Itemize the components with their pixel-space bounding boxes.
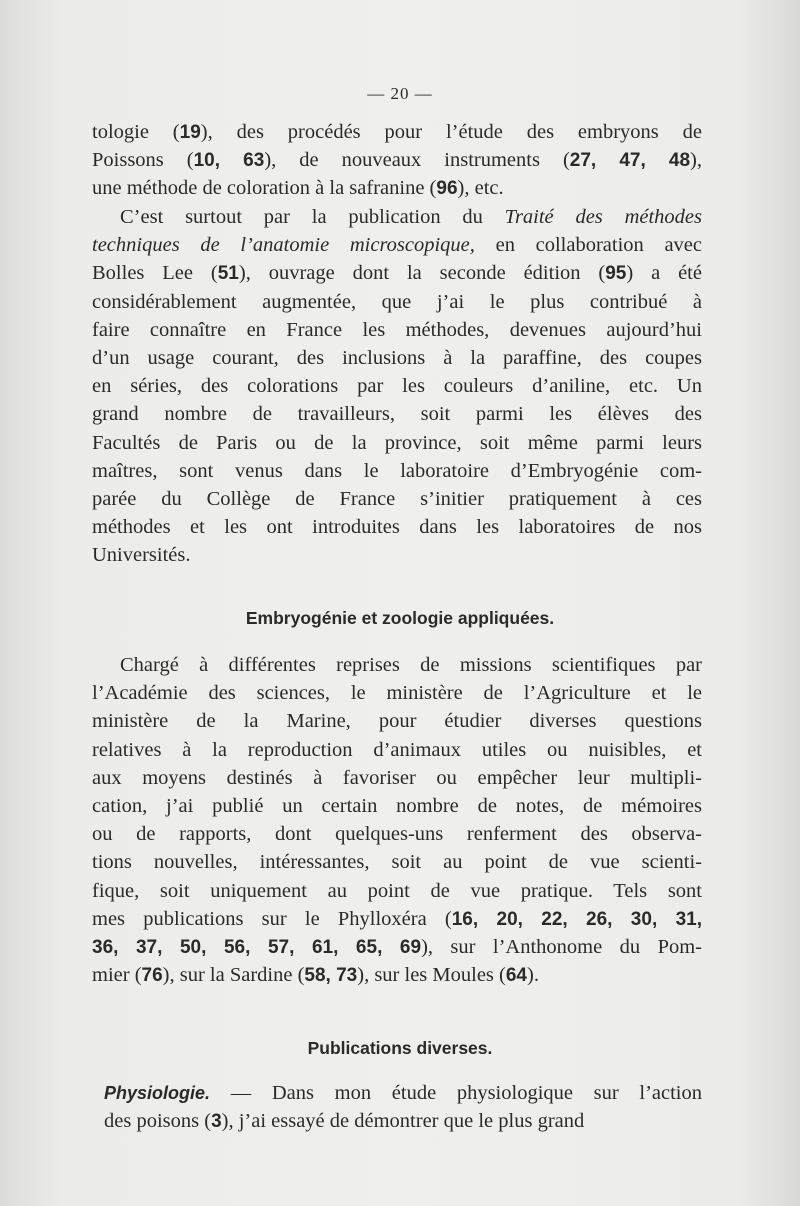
reference-number: 10, 63 <box>193 150 265 172</box>
text-line: Chargé à différentes reprises de missions scientifiques par <box>120 654 702 676</box>
text-line: Physiologie. — Dans mon étude physiologique sur l’action <box>104 1082 702 1104</box>
text-line: ou de rapports, dont quelques-uns renferment des observa- <box>92 823 702 846</box>
paragraph-4 <box>104 1079 702 1135</box>
text-line: maîtres, sont venus dans le laboratoire d’Embryogénie com- <box>92 459 702 482</box>
text-line: 36, 37, 50, 56, 57, 61, 65, 69), sur l’Anthonome du Pom- <box>92 935 702 958</box>
reference-number: 95 <box>605 263 627 285</box>
text-line: l’Académie des sciences, le ministère de l’Agriculture et le <box>92 682 702 705</box>
reference-number: 51 <box>217 263 239 285</box>
section-heading-publications: Publications diverses. <box>307 1038 493 1058</box>
text-line: Poissons (10, 63), de nouveaux instruments (27, 47, 48), <box>92 149 702 172</box>
text-line: mes publications sur le Phylloxéra (16, 20, 22, 26, 30, 31, <box>92 907 702 930</box>
italic-title: Traité des méthodes <box>504 206 702 228</box>
text-line: relatives à la reproduction d’animaux utiles ou nuisibles, et <box>92 738 702 761</box>
text-line: ministère de la Marine, pour étudier diverses questions <box>92 710 702 733</box>
text-line: Universités. <box>92 544 191 567</box>
text-line: cation, j’ai publié un certain nombre de notes, de mémoires <box>92 794 702 817</box>
text-line: méthodes et les ont introduites dans les laboratoires de nos <box>92 516 702 539</box>
page-number: — 20 — <box>367 84 433 103</box>
reference-number: 3 <box>211 1111 222 1133</box>
text-line: parée du Collège de France s’initier pratiquement à ces <box>92 487 702 510</box>
paragraph-1 <box>92 118 702 203</box>
text-line: faire connaître en France les méthodes, devenues aujourd’hui <box>92 318 702 341</box>
text-line: d’un usage courant, des inclusions à la paraffine, des coupes <box>92 346 702 369</box>
text-line: tologie (19), des procédés pour l’étude des embryons de <box>92 121 702 143</box>
text-line: une méthode de coloration à la safranine (96), etc. <box>92 177 504 200</box>
text-line: C’est surtout par la publication du Traité des méthodes <box>120 206 702 228</box>
paragraph-3 <box>92 651 702 989</box>
text-line: considérablement augmentée, que j’ai le plus contribué à <box>92 290 702 313</box>
reference-number: 64 <box>505 965 527 987</box>
section-heading-embryogenie: Embryogénie et zoologie appliquées. <box>245 608 555 628</box>
text-line: tions nouvelles, intéressantes, soit au point de vue scienti- <box>92 851 702 874</box>
reference-number: 27, 47, 48 <box>569 150 691 172</box>
reference-number: 76 <box>141 965 163 987</box>
paragraph-2 <box>92 203 702 569</box>
text-line: Facultés de Paris ou de la province, soit même parmi leurs <box>92 431 702 454</box>
text-line: mier (76), sur la Sardine (58, 73), sur les Moules (64). <box>92 964 539 987</box>
text-line: fique, soit uniquement au point de vue pratique. Tels sont <box>92 879 702 902</box>
text-line: grand nombre de travailleurs, soit parmi les élèves des <box>92 403 702 426</box>
reference-number: 96 <box>436 178 458 200</box>
text-line: aux moyens destinés à favoriser ou empêcher leur multipli- <box>92 766 702 789</box>
reference-number: 36, 37, 50, 56, 57, 61, 65, 69 <box>92 936 422 958</box>
paragraph-lead-in: Physiologie. <box>104 1083 211 1103</box>
reference-number: 16, 20, 22, 26, 30, 31, <box>451 908 702 930</box>
italic-title: techniques de l’anatomie microscopique, <box>92 234 475 257</box>
text-line: en séries, des colorations par les couleurs d’aniline, etc. Un <box>92 375 702 398</box>
text-line: des poisons (3), j’ai essayé de démontrer que le plus grand <box>104 1110 585 1133</box>
text-line: techniques de l’anatomie microscopique, en collaboration avec <box>92 234 702 257</box>
reference-number: 58, 73 <box>304 965 358 987</box>
text-line: Bolles Lee (51), ouvrage dont la seconde édition (95) a été <box>92 262 702 285</box>
reference-number: 19 <box>179 122 201 143</box>
